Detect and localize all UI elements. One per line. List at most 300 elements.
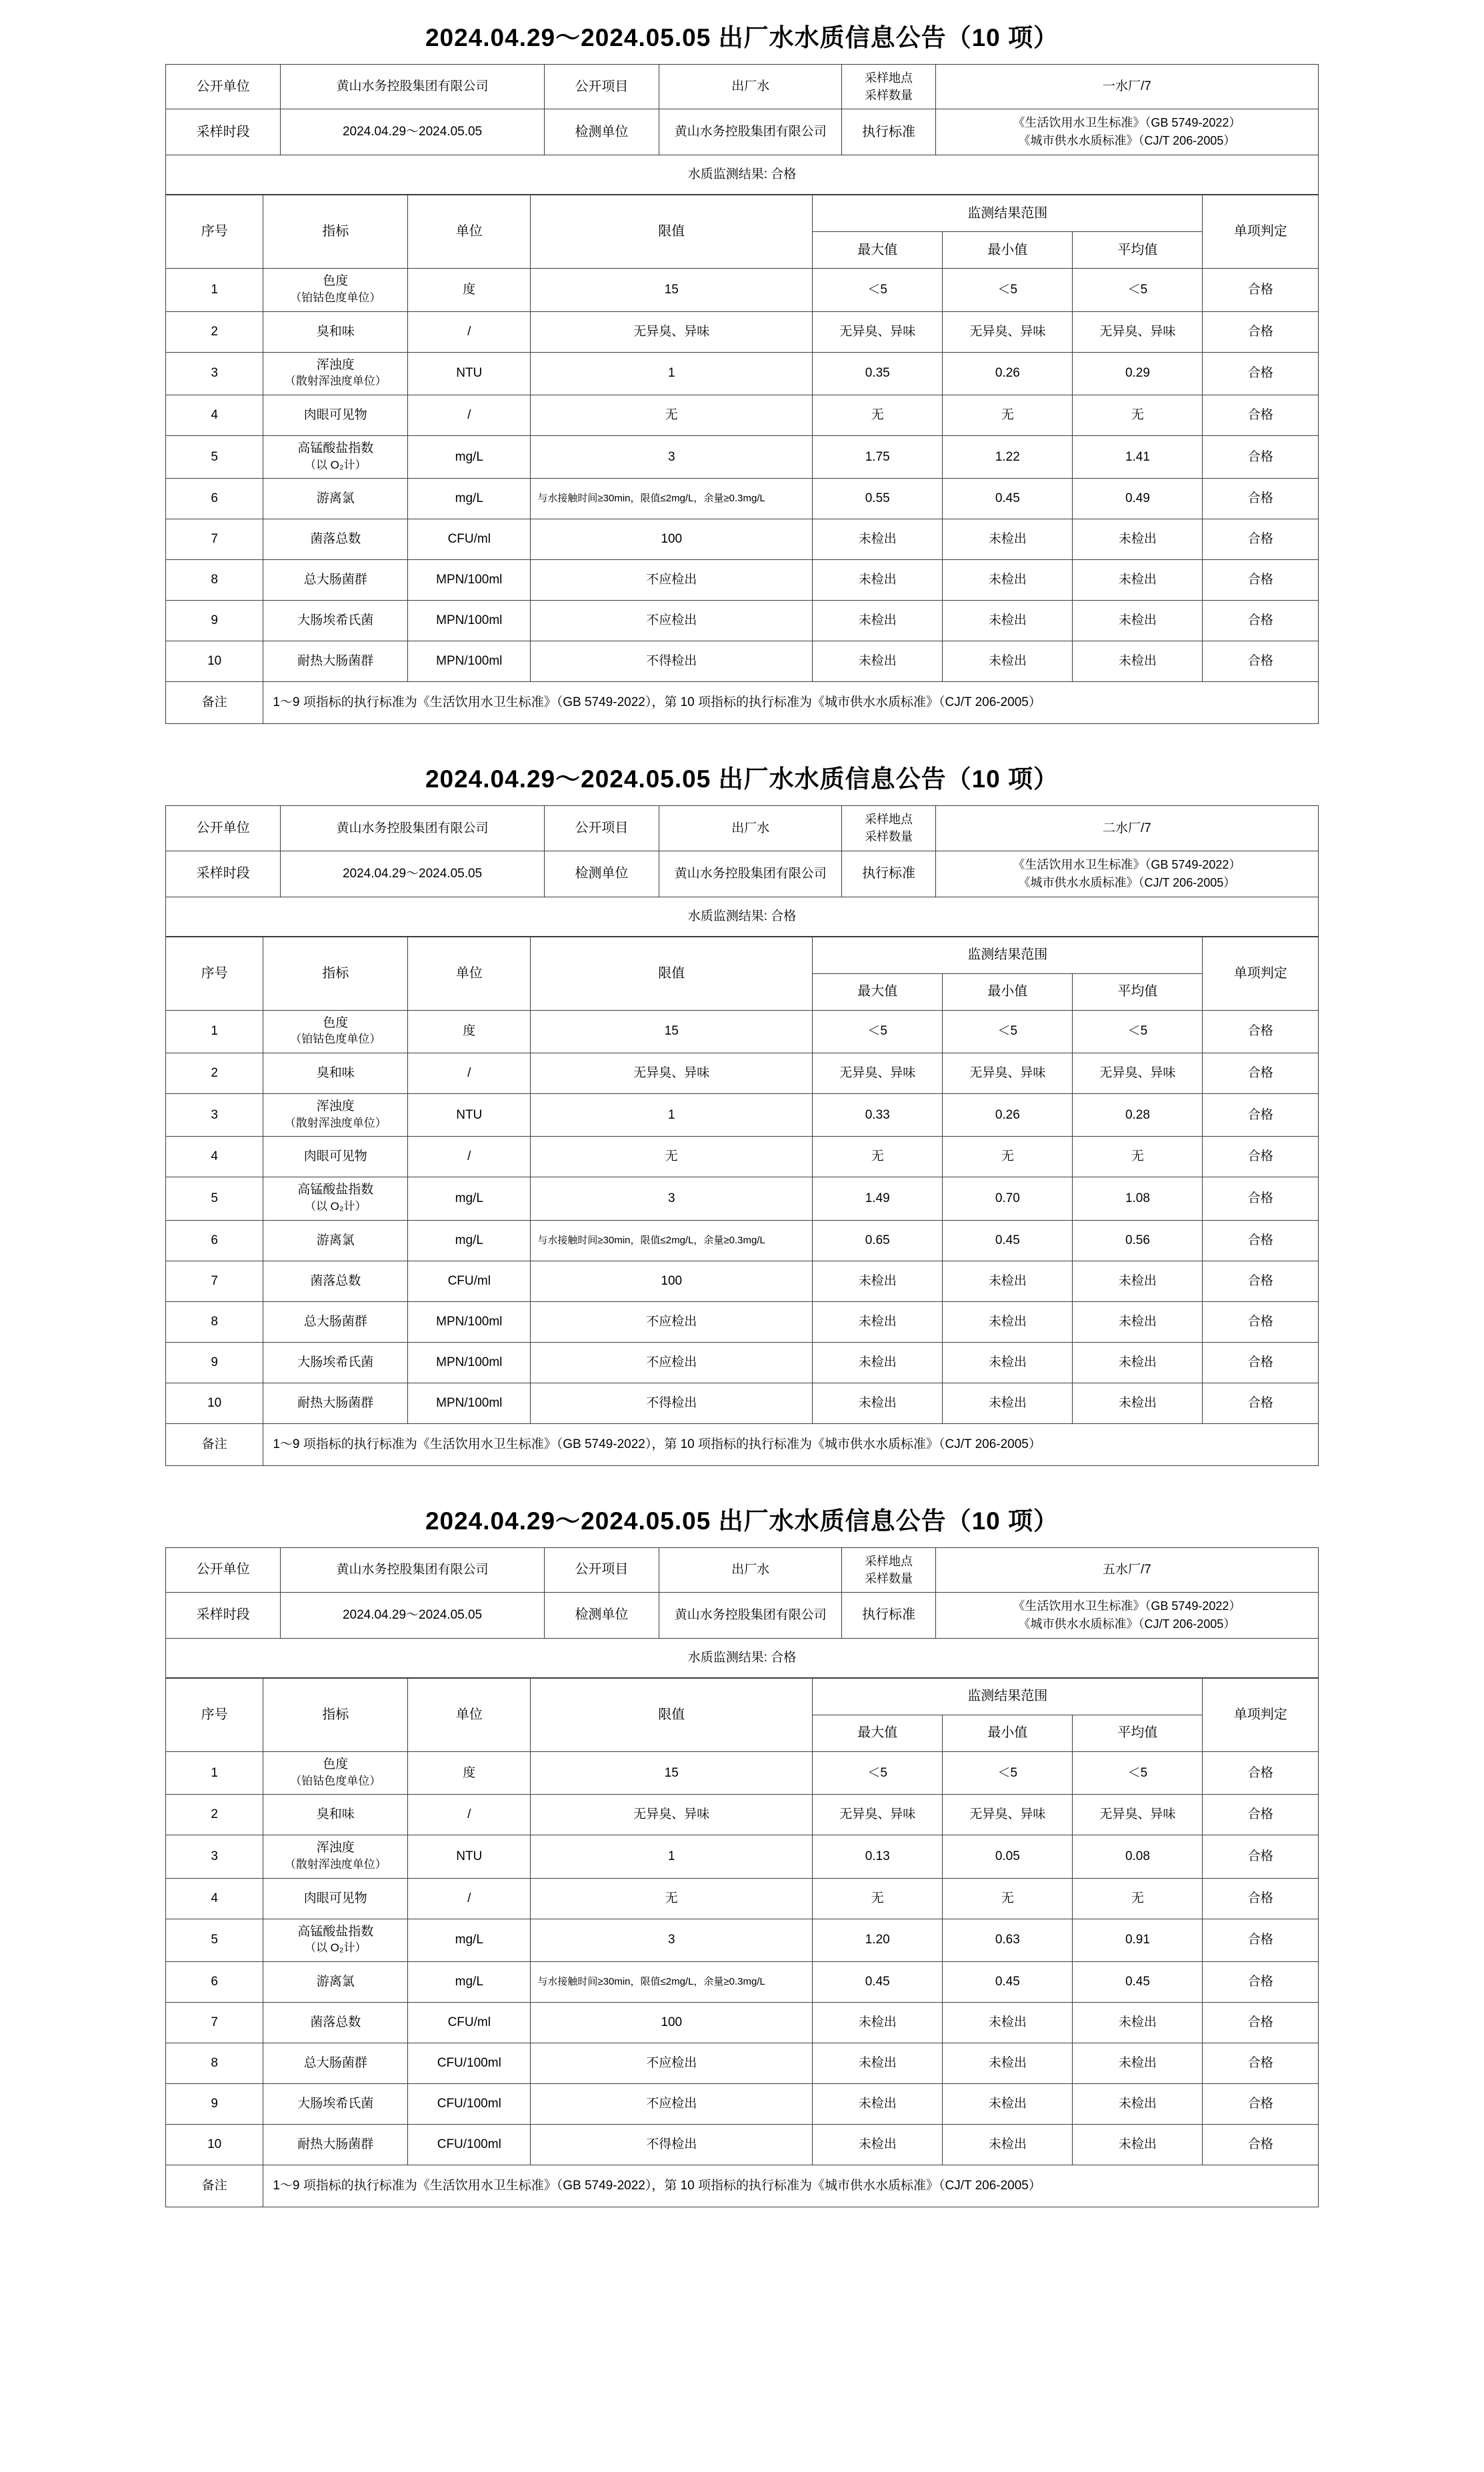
- indicator-name: 高锰酸盐指数: [297, 1183, 374, 1197]
- cell-indicator-name: [263, 1177, 408, 1220]
- cell-judgement: 合格: [1203, 2124, 1319, 2165]
- cell-judgement: 合格: [1203, 1301, 1319, 1342]
- cell-limit: 3: [531, 1177, 813, 1220]
- standard-line-1: 《生活饮用水卫生标准》（GB 5749-2022）: [1013, 857, 1241, 871]
- table-row: [166, 269, 1319, 311]
- value-sampling-site: 五水厂/7: [935, 1547, 1318, 1592]
- header-indicator: 指标: [263, 937, 408, 1010]
- meta-result-row: [166, 897, 1319, 936]
- cell-judgement: 合格: [1203, 311, 1319, 352]
- cell-limit: 不得检出: [531, 1383, 813, 1423]
- cell-limit: 不得检出: [531, 2124, 813, 2165]
- cell-judgement: 合格: [1203, 1961, 1319, 2002]
- table-row: [166, 1177, 1319, 1220]
- label-sampling-site-count: [842, 65, 935, 109]
- cell-max: 未检出: [813, 601, 943, 641]
- cell-indicator-name: 肉眼可见物: [263, 395, 408, 435]
- cell-indicator-name: [263, 269, 408, 311]
- cell-unit: /: [408, 1795, 531, 1835]
- cell-min: ＜5: [943, 1751, 1073, 1794]
- table-row: [166, 2083, 1319, 2124]
- cell-unit: CFU/ml: [408, 519, 531, 560]
- cell-index: 3: [166, 352, 263, 395]
- cell-index: 1: [166, 1010, 263, 1053]
- table-row: [166, 1342, 1319, 1383]
- cell-judgement: 合格: [1203, 269, 1319, 311]
- cell-judgement: 合格: [1203, 519, 1319, 560]
- cell-indicator-name: [263, 352, 408, 395]
- table-row: [166, 560, 1319, 601]
- cell-limit: 1: [531, 352, 813, 395]
- cell-limit: 与水接触时间≥30min，限值≤2mg/L，余量≥0.3mg/L: [531, 1220, 813, 1261]
- cell-indicator-name: 大肠埃希氏菌: [263, 2083, 408, 2124]
- value-overall-result: 水质监测结果: 合格: [166, 897, 1319, 936]
- cell-limit: 不得检出: [531, 641, 813, 682]
- cell-min: 未检出: [943, 1383, 1073, 1423]
- label-sampling-site: 采样地点: [865, 71, 913, 85]
- cell-avg: 无: [1073, 1137, 1203, 1177]
- cell-unit: /: [408, 1137, 531, 1177]
- water-quality-data-table: [165, 937, 1319, 1466]
- cell-max: 无异臭、异味: [813, 1795, 943, 1835]
- cell-min: 未检出: [943, 1301, 1073, 1342]
- cell-avg: 0.56: [1073, 1220, 1203, 1261]
- cell-avg: 未检出: [1073, 2083, 1203, 2124]
- cell-limit: 1: [531, 1835, 813, 1878]
- cell-min: 无异臭、异味: [943, 1795, 1073, 1835]
- cell-avg: 无异臭、异味: [1073, 1053, 1203, 1093]
- table-row: [166, 1751, 1319, 1794]
- label-sampling-site: 采样地点: [865, 1554, 913, 1568]
- report-meta-table: [165, 1547, 1319, 1678]
- cell-indicator-name: 菌落总数: [263, 2002, 408, 2043]
- indicator-subname: （散射浑浊度单位）: [284, 1857, 387, 1871]
- cell-limit: 不应检出: [531, 2043, 813, 2083]
- cell-judgement: 合格: [1203, 1383, 1319, 1423]
- standard-line-2: 《城市供水水质标准》（CJ/T 206-2005）: [1018, 1617, 1236, 1631]
- cell-unit: /: [408, 395, 531, 435]
- cell-indicator-name: 臭和味: [263, 311, 408, 352]
- cell-max: 1.20: [813, 1919, 943, 1961]
- cell-index: 4: [166, 1878, 263, 1919]
- table-row: [166, 1795, 1319, 1835]
- indicator-name: 色度: [323, 274, 349, 289]
- cell-index: 5: [166, 1919, 263, 1961]
- cell-max: 未检出: [813, 2043, 943, 2083]
- report-meta-table: [165, 805, 1319, 936]
- cell-judgement: 合格: [1203, 1835, 1319, 1878]
- cell-min: 未检出: [943, 601, 1073, 641]
- label-sampling-period: 采样时段: [166, 851, 281, 897]
- cell-index: 8: [166, 1301, 263, 1342]
- cell-unit: MPN/100ml: [408, 1301, 531, 1342]
- header-limit: 限值: [531, 1678, 813, 1751]
- cell-unit: MPN/100ml: [408, 560, 531, 601]
- table-row: [166, 1961, 1319, 2002]
- note-text: 1～9 项指标的执行标准为《生活饮用水卫生标准》（GB 5749-2022），第 10 项指标的执行标准为《城市供水水质标准》（CJ/T 206-2005）: [263, 682, 1319, 724]
- cell-indicator-name: [263, 435, 408, 478]
- cell-unit: mg/L: [408, 1220, 531, 1261]
- cell-judgement: 合格: [1203, 435, 1319, 478]
- cell-max: 未检出: [813, 2002, 943, 2043]
- cell-min: 无异臭、异味: [943, 311, 1073, 352]
- meta-row: [166, 851, 1319, 897]
- cell-avg: 未检出: [1073, 1261, 1203, 1301]
- cell-indicator-name: 肉眼可见物: [263, 1878, 408, 1919]
- cell-judgement: 合格: [1203, 601, 1319, 641]
- standard-line-2: 《城市供水水质标准》（CJ/T 206-2005）: [1018, 875, 1236, 889]
- reports-container: [0, 17, 1484, 2207]
- cell-unit: CFU/100ml: [408, 2083, 531, 2124]
- cell-index: 10: [166, 1383, 263, 1423]
- cell-max: 未检出: [813, 1301, 943, 1342]
- cell-limit: 无异臭、异味: [531, 1795, 813, 1835]
- cell-avg: 0.29: [1073, 352, 1203, 395]
- cell-indicator-name: [263, 1093, 408, 1136]
- table-row: [166, 1835, 1319, 1878]
- cell-min: 未检出: [943, 2002, 1073, 2043]
- label-standard: 执行标准: [842, 1592, 935, 1638]
- cell-min: 0.26: [943, 352, 1073, 395]
- cell-max: ＜5: [813, 269, 943, 311]
- label-sampling-site-count: [842, 806, 935, 851]
- cell-indicator-name: 臭和味: [263, 1795, 408, 1835]
- cell-judgement: 合格: [1203, 352, 1319, 395]
- cell-max: 未检出: [813, 519, 943, 560]
- label-sampling-period: 采样时段: [166, 109, 281, 155]
- label-public-project: 公开项目: [544, 65, 659, 109]
- header-min: 最小值: [943, 1715, 1073, 1751]
- indicator-name: 浑浊度: [316, 1099, 355, 1113]
- value-standard: [935, 109, 1318, 155]
- water-quality-data-table: [165, 1678, 1319, 2207]
- table-row: [166, 641, 1319, 682]
- cell-unit: CFU/ml: [408, 2002, 531, 2043]
- label-sampling-count: 采样数量: [865, 89, 913, 103]
- cell-min: 无: [943, 395, 1073, 435]
- table-row: [166, 395, 1319, 435]
- cell-max: 无异臭、异味: [813, 1053, 943, 1093]
- cell-limit: 不应检出: [531, 1301, 813, 1342]
- table-row: [166, 1878, 1319, 1919]
- value-standard: [935, 851, 1318, 897]
- cell-max: 1.49: [813, 1177, 943, 1220]
- table-row: [166, 352, 1319, 395]
- cell-avg: 未检出: [1073, 601, 1203, 641]
- header-judgement: 单项判定: [1203, 1678, 1319, 1751]
- cell-limit: 无: [531, 1137, 813, 1177]
- table-header-row: [166, 937, 1319, 973]
- cell-unit: CFU/100ml: [408, 2043, 531, 2083]
- cell-limit: 无异臭、异味: [531, 311, 813, 352]
- cell-avg: 无异臭、异味: [1073, 311, 1203, 352]
- table-row: [166, 2002, 1319, 2043]
- cell-limit: 不应检出: [531, 2083, 813, 2124]
- cell-min: 0.70: [943, 1177, 1073, 1220]
- cell-unit: mg/L: [408, 479, 531, 519]
- cell-avg: 未检出: [1073, 1301, 1203, 1342]
- value-testing-org: 黄山水务控股集团有限公司: [659, 109, 842, 155]
- label-testing-org: 检测单位: [544, 851, 659, 897]
- cell-limit: 15: [531, 1010, 813, 1053]
- meta-row: [166, 806, 1319, 851]
- cell-indicator-name: 耐热大肠菌群: [263, 2124, 408, 2165]
- table-row: [166, 311, 1319, 352]
- standard-line-1: 《生活饮用水卫生标准》（GB 5749-2022）: [1013, 1599, 1241, 1613]
- cell-unit: 度: [408, 269, 531, 311]
- cell-min: 无异臭、异味: [943, 1053, 1073, 1093]
- cell-max: ＜5: [813, 1751, 943, 1794]
- cell-max: 未检出: [813, 641, 943, 682]
- indicator-subname: （以 O₂计）: [304, 1199, 367, 1213]
- cell-indicator-name: 耐热大肠菌群: [263, 641, 408, 682]
- table-row: [166, 1220, 1319, 1261]
- cell-limit: 不应检出: [531, 1342, 813, 1383]
- cell-avg: 0.91: [1073, 1919, 1203, 1961]
- cell-avg: ＜5: [1073, 269, 1203, 311]
- cell-min: 未检出: [943, 641, 1073, 682]
- cell-unit: /: [408, 1878, 531, 1919]
- meta-row: [166, 109, 1319, 155]
- value-sampling-site: 一水厂/7: [935, 65, 1318, 109]
- cell-index: 8: [166, 2043, 263, 2083]
- header-avg: 平均值: [1073, 1715, 1203, 1751]
- value-sampling-site: 二水厂/7: [935, 806, 1318, 851]
- cell-max: 无: [813, 1878, 943, 1919]
- cell-min: 0.45: [943, 479, 1073, 519]
- report-title: 2024.04.29～2024.05.05 出厂水水质信息公告（10 项）: [425, 765, 1059, 793]
- standard-line-2: 《城市供水水质标准》（CJ/T 206-2005）: [1018, 134, 1236, 148]
- cell-indicator-name: 菌落总数: [263, 1261, 408, 1301]
- label-testing-org: 检测单位: [544, 1592, 659, 1638]
- label-sampling-site-count: [842, 1547, 935, 1592]
- value-testing-org: 黄山水务控股集团有限公司: [659, 851, 842, 897]
- value-public-project: 出厂水: [659, 65, 842, 109]
- cell-max: ＜5: [813, 1010, 943, 1053]
- cell-avg: 无: [1073, 395, 1203, 435]
- water-quality-report: [165, 759, 1319, 1465]
- value-standard: [935, 1592, 1318, 1638]
- value-public-unit: 黄山水务控股集团有限公司: [281, 1547, 545, 1592]
- cell-index: 7: [166, 1261, 263, 1301]
- cell-judgement: 合格: [1203, 1751, 1319, 1794]
- header-judgement: 单项判定: [1203, 937, 1319, 1010]
- indicator-subname: （以 O₂计）: [304, 1941, 367, 1955]
- value-sampling-period: 2024.04.29～2024.05.05: [281, 109, 545, 155]
- cell-unit: 度: [408, 1751, 531, 1794]
- label-public-project: 公开项目: [544, 806, 659, 851]
- cell-index: 3: [166, 1093, 263, 1136]
- standard-line-1: 《生活饮用水卫生标准》（GB 5749-2022）: [1013, 116, 1241, 130]
- cell-judgement: 合格: [1203, 1261, 1319, 1301]
- cell-avg: ＜5: [1073, 1751, 1203, 1794]
- cell-avg: 1.41: [1073, 435, 1203, 478]
- header-unit: 单位: [408, 195, 531, 269]
- cell-min: 0.45: [943, 1220, 1073, 1261]
- cell-max: 0.45: [813, 1961, 943, 2002]
- header-min: 最小值: [943, 232, 1073, 269]
- cell-min: 0.63: [943, 1919, 1073, 1961]
- cell-min: 0.26: [943, 1093, 1073, 1136]
- table-row: [166, 1053, 1319, 1093]
- header-unit: 单位: [408, 1678, 531, 1751]
- cell-judgement: 合格: [1203, 1220, 1319, 1261]
- cell-judgement: 合格: [1203, 1010, 1319, 1053]
- meta-result-row: [166, 1638, 1319, 1677]
- cell-min: ＜5: [943, 269, 1073, 311]
- report-title: 2024.04.29～2024.05.05 出厂水水质信息公告（10 项）: [425, 24, 1059, 51]
- cell-max: 未检出: [813, 2083, 943, 2124]
- cell-avg: 未检出: [1073, 1383, 1203, 1423]
- label-public-unit: 公开单位: [166, 65, 281, 109]
- label-public-unit: 公开单位: [166, 1547, 281, 1592]
- header-indicator: 指标: [263, 1678, 408, 1751]
- header-limit: 限值: [531, 195, 813, 269]
- header-max: 最大值: [813, 973, 943, 1010]
- cell-index: 1: [166, 1751, 263, 1794]
- cell-indicator-name: 游离氯: [263, 479, 408, 519]
- cell-limit: 100: [531, 1261, 813, 1301]
- indicator-subname: （以 O₂计）: [304, 458, 367, 471]
- cell-unit: MPN/100ml: [408, 601, 531, 641]
- table-note-row: [166, 682, 1319, 724]
- table-row: [166, 1919, 1319, 1961]
- cell-indicator-name: 游离氯: [263, 1220, 408, 1261]
- cell-index: 6: [166, 479, 263, 519]
- indicator-subname: （铂钴色度单位）: [290, 1033, 381, 1046]
- water-quality-data-table: [165, 195, 1319, 724]
- table-row: [166, 2043, 1319, 2083]
- table-header-row: [166, 195, 1319, 232]
- cell-index: 6: [166, 1961, 263, 2002]
- cell-indicator-name: 菌落总数: [263, 519, 408, 560]
- value-overall-result: 水质监测结果: 合格: [166, 1638, 1319, 1677]
- cell-judgement: 合格: [1203, 1919, 1319, 1961]
- cell-max: 未检出: [813, 1342, 943, 1383]
- cell-index: 4: [166, 395, 263, 435]
- cell-judgement: 合格: [1203, 395, 1319, 435]
- cell-unit: CFU/ml: [408, 1261, 531, 1301]
- label-public-project: 公开项目: [544, 1547, 659, 1592]
- cell-limit: 不应检出: [531, 560, 813, 601]
- table-row: [166, 1093, 1319, 1136]
- cell-indicator-name: [263, 1835, 408, 1878]
- cell-min: 未检出: [943, 2083, 1073, 2124]
- cell-limit: 与水接触时间≥30min，限值≤2mg/L，余量≥0.3mg/L: [531, 479, 813, 519]
- value-public-unit: 黄山水务控股集团有限公司: [281, 65, 545, 109]
- meta-row: [166, 65, 1319, 109]
- cell-indicator-name: 总大肠菌群: [263, 1301, 408, 1342]
- cell-min: 未检出: [943, 519, 1073, 560]
- table-row: [166, 479, 1319, 519]
- cell-indicator-name: 游离氯: [263, 1961, 408, 2002]
- header-index: 序号: [166, 937, 263, 1010]
- label-standard: 执行标准: [842, 109, 935, 155]
- label-testing-org: 检测单位: [544, 109, 659, 155]
- cell-avg: 未检出: [1073, 2043, 1203, 2083]
- cell-index: 7: [166, 2002, 263, 2043]
- value-overall-result: 水质监测结果: 合格: [166, 155, 1319, 195]
- indicator-subname: （散射浑浊度单位）: [284, 375, 387, 388]
- cell-index: 2: [166, 1795, 263, 1835]
- header-result-range: 监测结果范围: [813, 195, 1203, 232]
- cell-avg: 无: [1073, 1878, 1203, 1919]
- header-result-range: 监测结果范围: [813, 1678, 1203, 1715]
- cell-avg: 0.28: [1073, 1093, 1203, 1136]
- cell-avg: 未检出: [1073, 519, 1203, 560]
- cell-judgement: 合格: [1203, 1093, 1319, 1136]
- cell-judgement: 合格: [1203, 641, 1319, 682]
- water-quality-report: [165, 17, 1319, 724]
- cell-unit: MPN/100ml: [408, 1383, 531, 1423]
- cell-indicator-name: 臭和味: [263, 1053, 408, 1093]
- cell-unit: 度: [408, 1010, 531, 1053]
- header-index: 序号: [166, 195, 263, 269]
- cell-max: 0.35: [813, 352, 943, 395]
- cell-unit: MPN/100ml: [408, 641, 531, 682]
- cell-index: 9: [166, 2083, 263, 2124]
- cell-unit: mg/L: [408, 435, 531, 478]
- water-quality-report: [165, 1501, 1319, 2207]
- table-note-row: [166, 2165, 1319, 2207]
- report-title: 2024.04.29～2024.05.05 出厂水水质信息公告（10 项）: [425, 1507, 1059, 1535]
- cell-indicator-name: 大肠埃希氏菌: [263, 1342, 408, 1383]
- cell-max: 0.33: [813, 1093, 943, 1136]
- cell-index: 8: [166, 560, 263, 601]
- indicator-name: 浑浊度: [316, 1841, 355, 1855]
- table-row: [166, 1261, 1319, 1301]
- cell-limit: 1: [531, 1093, 813, 1136]
- cell-unit: CFU/100ml: [408, 2124, 531, 2165]
- indicator-name: 色度: [323, 1757, 349, 1771]
- indicator-subname: （铂钴色度单位）: [290, 291, 381, 304]
- value-sampling-period: 2024.04.29～2024.05.05: [281, 1592, 545, 1638]
- cell-avg: 1.08: [1073, 1177, 1203, 1220]
- cell-indicator-name: 肉眼可见物: [263, 1137, 408, 1177]
- cell-limit: 3: [531, 435, 813, 478]
- cell-indicator-name: [263, 1751, 408, 1794]
- cell-indicator-name: 总大肠菌群: [263, 560, 408, 601]
- cell-judgement: 合格: [1203, 479, 1319, 519]
- cell-max: 未检出: [813, 560, 943, 601]
- label-public-unit: 公开单位: [166, 806, 281, 851]
- cell-judgement: 合格: [1203, 2043, 1319, 2083]
- value-public-project: 出厂水: [659, 1547, 842, 1592]
- table-row: [166, 1383, 1319, 1423]
- cell-min: 无: [943, 1137, 1073, 1177]
- label-sampling-site: 采样地点: [865, 813, 913, 827]
- table-row: [166, 1010, 1319, 1053]
- cell-indicator-name: 耐热大肠菌群: [263, 1383, 408, 1423]
- note-label: 备注: [166, 682, 263, 724]
- cell-max: 1.75: [813, 435, 943, 478]
- cell-max: 0.55: [813, 479, 943, 519]
- table-note-row: [166, 1423, 1319, 1465]
- cell-judgement: 合格: [1203, 560, 1319, 601]
- cell-unit: mg/L: [408, 1919, 531, 1961]
- value-sampling-period: 2024.04.29～2024.05.05: [281, 851, 545, 897]
- cell-limit: 100: [531, 2002, 813, 2043]
- cell-judgement: 合格: [1203, 1342, 1319, 1383]
- cell-limit: 与水接触时间≥30min，限值≤2mg/L，余量≥0.3mg/L: [531, 1961, 813, 2002]
- cell-judgement: 合格: [1203, 1137, 1319, 1177]
- cell-limit: 15: [531, 269, 813, 311]
- cell-min: 0.05: [943, 1835, 1073, 1878]
- cell-judgement: 合格: [1203, 2083, 1319, 2124]
- indicator-subname: （铂钴色度单位）: [290, 1774, 381, 1787]
- cell-index: 6: [166, 1220, 263, 1261]
- header-max: 最大值: [813, 232, 943, 269]
